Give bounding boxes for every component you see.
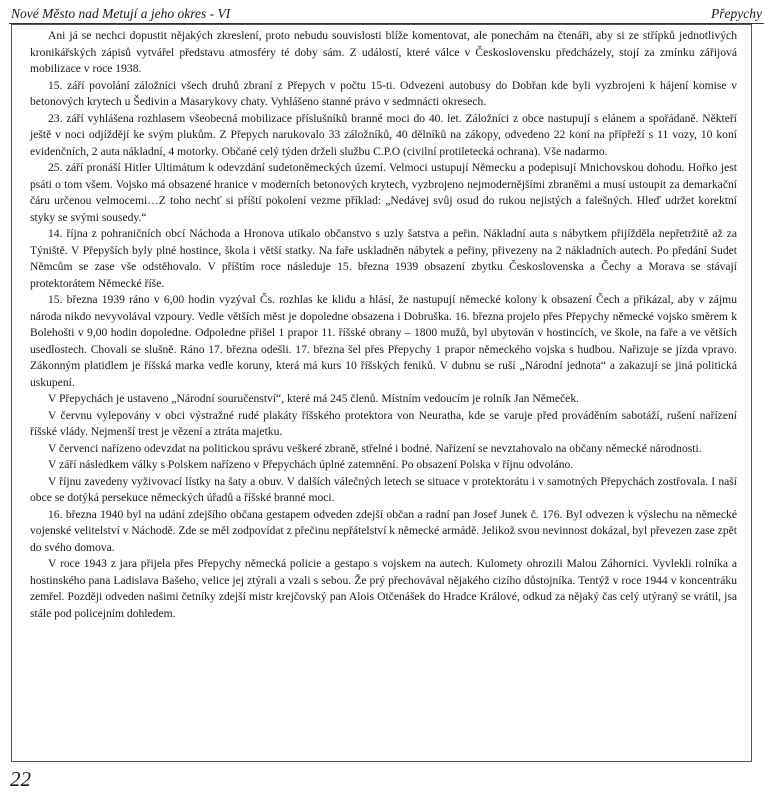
paragraph: Ani já se nechci dopustit nějakých zkreslení, proto nebudu souvislosti blíže komentovat, ale ponechám na čtenáři, aby si ze střípků jednotlivých kronikářských zápisů vytvářel představu atmosféry té doby sám. Z událostí, které válce v Československu předcházely, stojí za zmínku zářijová mobilizace v roce 1938. <box>30 29 737 75</box>
page-number: 22 <box>10 767 31 791</box>
header-book-title: Nové Město nad Metují a jeho okres - VI <box>11 6 231 21</box>
paragraph: V září následkem války s Polskem nařízeno v Přepychách úplné zatemnění. Po obsazení Polska v říjnu odvoláno. <box>48 458 574 471</box>
paragraph: V Přepychách je ustaveno „Národní souručenství“, které má 245 členů. Místním vedoucím je rolník Jan Němeček. <box>48 392 580 405</box>
paragraph: V roce 1943 z jara přijela přes Přepychy německá policie a gestapo s vojskem na autech. Kulomety ohrozili Malou Záhornici. Vyvlekli rolníka a hostinského pana Ladislava Bašeho, velice jej ztýrali a vzali s sebou. Že prý přechovával nějakého cizího důstojníka. Tentýž v roce 1944 v koncentráku zemřel. Později odveden našimi četníky zdejší mistr krejčovský pan Alois Otčenášek do Hradce Králové, odkud za nějaký čas celý utýraný se vrátil, jsa stále pod policejním dohledem. <box>30 557 737 620</box>
running-header <box>9 4 764 24</box>
paragraph: 14. října z pohraničních obcí Náchoda a Hronova utíkalo občanstvo s uzly šatstva a peřin. Nákladní auta s nábytkem přijížděla nepřetržitě až za Týniště. V Přepyších byly plné hostince, škola i větší statky. Na faře uskladněn nábytek a peřiny, přivezeny na 2 nákladních autech. Po předání Sudet Němcům se zase vše odstěhovalo. V příštím roce následuje 15. března 1939 obsazení zbytku Československa a Čechy a Morava se stávají protektorátem Německé říše. <box>30 227 737 290</box>
paragraph: V červenci nařízeno odevzdat na politickou správu veškeré zbraně, střelné i bodné. Nařízení se nevztahovalo na občany německé národnosti. <box>48 441 702 455</box>
paragraph: V říjnu zavedeny vyživovací lístky na šaty a obuv. V dalších válečných letech se situace v protektorátu i v samotných Přepychách zostřovala. I naší obce se dotýká persekuce německých úřadů a říšské branné moci. <box>30 474 737 504</box>
paragraph: 16. března 1940 byl na udání zdejšího občana gestapem odveden zdejší občan a radní pan Josef Junek č. 176. Byl odvezen k výslechu na německé vojenské velitelství v Náchodě. Zde se měl zodpovídat z přečinu nepřátelství k německé armádě. Jelikož svou nevinnost dokázal, byl převezen zase zpět do svého domova. <box>30 507 737 554</box>
text-frame <box>11 24 752 762</box>
paragraph: 25. září pronáší Hitler Ultimátum k odevzdání sudetoněmeckých území. Velmoci ustupují Německu a podepisují Mnichovskou dohodu. Hořko jest psáti o tom všem. Vojsko má obsazené hranice v moderních betonových krytech, vyzbrojeno nejmodernějšími zbraněmi a musí ustoupit za demarkační čáru určenou velmocemi…Z toho nechť si příští pokolení vezme příklad: „Nedávej svůj osud do rukou nejistých a falešných. Hleď udržet korektní styky se svými sousedy.“ <box>30 161 737 224</box>
paragraph: 23. září vyhlášena rozhlasem všeobecná mobilizace příslušníků branné moci do 40. let. Záložníci z obce nastupují s elánem a spořádaně. Někteří ještě v noci odjíždějí ke svým plukům. Z Přepych narukovalo 33 záložníků, 40 dělníků na zákopy, odvedeno 22 koní na přípřeží s 11 vozy, 10 koní evidenčních, 2 auta nákladní, 4 motorky. Občané celý týden drželi službu C.P.O (civilní protiletecká ochrana). Vše nadarmo. <box>30 111 737 158</box>
paragraph: 15. září povolání záložníci všech druhů zbraní z Přepych v počtu 15-ti. Odvezeni autobusy do Dobřan kde byli vyzbrojeni k hájení komise v betonových krytech u Šedivin a Masarykovy chaty. Vyhlášeno stanné právo v sedmnácti okresech. <box>30 78 737 108</box>
paragraph: V červnu vylepovány v obci výstražné rudé plakáty říšského protektora von Neuratha, kde se varuje před prováděním sabotáží, rušení nařízení říšské vlády. Nejmenší trest je vězení a ztráta majetku. <box>30 408 737 438</box>
paragraph: 15. března 1939 ráno v 6,00 hodin vyzýval Čs. rozhlas ke klidu a hlásí, že nastupují německé kolony k obsazení Čech a přikázal, aby v zájmu národa nikdo nevyvolával vzpoury. Vedle větších měst je dopoledne obsazena i Dobruška. 16. března projelo přes Přepychy německé vojsko směrem k Bolehošti v 9,00 hodin dopoledne. Odpoledne přišel 1 prapor 11. říšské obrany – 1800 mužů, byl ubytován v hostincích, ve škole, na faře a ve větších usedlostech. Chovali se slušně. Ráno 17. března odešli. 17. března šel přes Přepychy 1 prapor německého vojska s hudbou. Nařizuje se jízda vpravo. Zákonným platidlem je říšská marka vedle koruny, která má kurs 10 říšských feniků. V dubnu se ruší „Národní jednota“ a zakazují se jiná politická uskupení. <box>30 293 737 389</box>
header-chapter-title: Přepychy <box>711 6 762 21</box>
